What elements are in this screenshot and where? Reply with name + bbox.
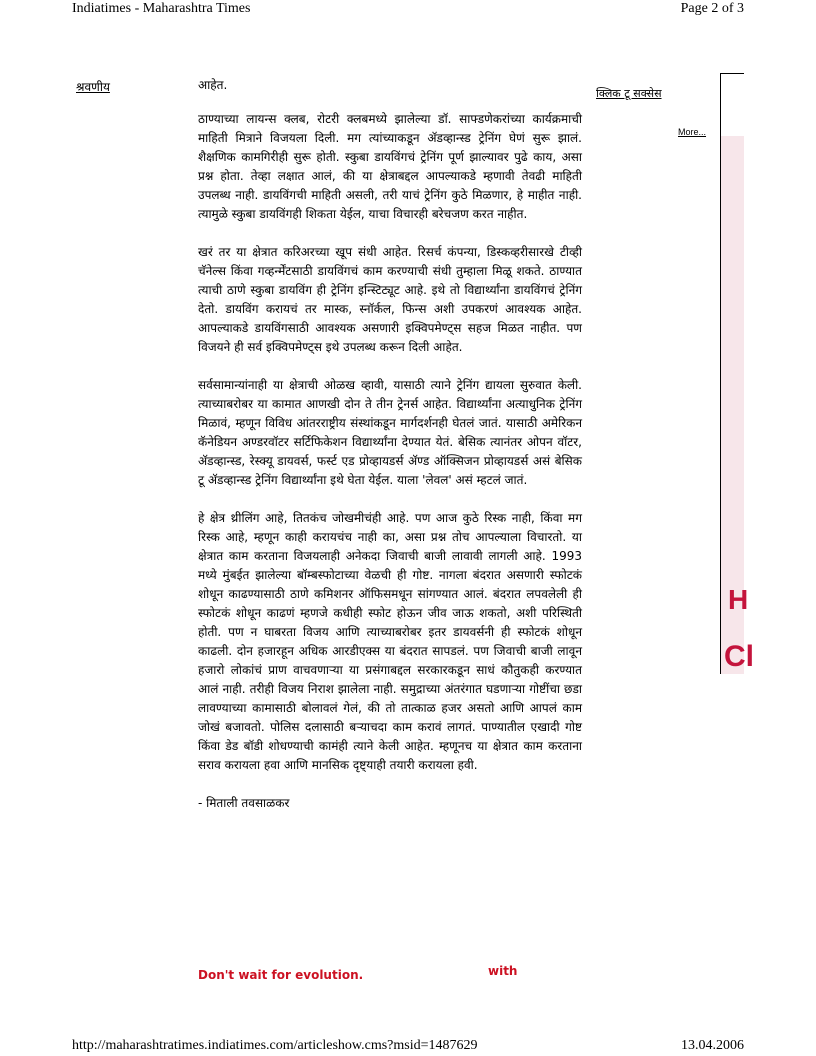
article-lead: आहेत. [198,78,228,92]
ad-with-text[interactable]: with [488,964,518,978]
article-author: - मिताली तवसाळकर [198,796,290,810]
side-ad-letter-c: Cl [724,640,754,673]
click-to-success-link[interactable]: क्लिक टू सक्सेस [596,87,662,100]
window-title: Indiatimes - Maharashtra Times [72,1,251,16]
more-link[interactable]: More... [678,127,707,137]
sidebar-link-shravaniya[interactable]: श्रवणीय [76,80,110,94]
article-paragraph-2: खरं तर या क्षेत्रात करिअरच्या खूप संधी आहेत. रिसर्च कंपन्या, डिस्कव्हरीसारखे टीव्ही चॅनेल्स किंवा गव्हर्न्मेंटसाठी डायविंगचं काम करण्याची संधी तुम्हाला मिळू शकते. ठाण्यात त्याची ठाणे स्कुबा डायविंग ही ट्रेनिंग इन्स्टिट्यूट आहे. इथे तो विद्यार्थ्यांना डायविंगचं ट्रेनिंग देतो. डायविंग करायचं तर मास्क, स्नॉर्कल, फिन्स अशी उपकरणं आवश्यक आहेत. आपल्याकडे डायविंगसाठी आवश्यक असणारी इक्विपमेण्ट्स सहज मिळत नाहीत. पण विजयने ही सर्व इक्विपमेण्ट्स इथे उपलब्ध करून दिली आहेत. [198,245,582,354]
ad-evolution-text[interactable]: Don't wait for evolution. [198,968,364,982]
article-paragraph-4: हे क्षेत्र थ्रीलिंग आहे, तितकंच जोखमीचंही आहे. पण आज कुठे रिस्क नाही, किंवा मग रिस्क आहे, म्हणून काही करायचंच नाही का, असा प्रश्न तोच आपल्याला विचारतो. या क्षेत्रात काम करताना विजयलाही अनेकदा जिवाची बाजी लावावी लागली आहे. 1993 मध्ये मुंबईत झालेल्या बॉम्बस्फोटाच्या वेळची ही गोष्ट. नागला बंदरात असणारी स्फोटकं शोधून काढण्यासाठी ठाणे कमिशनर ऑफिसमधून सांगण्यात आलं. बंदरात लपवलेली ही स्फोटकं शोधून काढणं म्हणजे कधीही स्फोट होऊन जीव जाऊ शकतो, अशी परिस्थिती होती. पण न घाबरता विजय आणि त्याच्याबरोबर इतर डायवर्सनी ही स्फोटकं शोधून काढली. दोन हजारहून अधिक आरडीएक्स या बंदरात सापडलं. पण जिवाची बाजी लावून हजारो लोकांचं प्राण वाचवणाऱ्या या प्रसंगाबद्दल सरकारकडून साधं कौतुकही करण्यात आलं नाही. तरीही विजय निराश झालेला नाही. समुद्राच्या अंतरंगात घडणाऱ्या गोष्टींचा छडा लावण्याच्या कामासाठी बोलावलं गेलं, की तो तात्काळ हजर असतो आणि आपलं काम जोखं बजावतो. पोलिस दलासाठी बऱ्याचदा काम करावं लागतं. पाण्यातील एखादी गोष्ट किंवा डेड बॉडी शोधण्याची कामंही त्याने केली आहेत. म्हणूनच या क्षेत्रात काम करताना सराव करायला हवा आणि मानसिक दृष्ट्याही तयारी करायला हवी. [198,511,582,772]
page-indicator: Page 2 of 3 [680,1,744,16]
article-body [198,76,582,832]
footer-date: 13.04.2006 [681,1038,744,1053]
article-paragraph-3: सर्वसामान्यांनाही या क्षेत्राची ओळख व्हावी, यासाठी त्याने ट्रेनिंग द्यायला सुरुवात केली. त्याच्याबरोबर या कामात आणखी दोन ते तीन ट्रेनर्स आहेत. विद्यार्थ्यांना अत्याधुनिक ट्रेनिंग मिळावं, म्हणून विविध आंतरराष्ट्रीय संस्थांकडून मार्गदर्शनही घेतलं जातं. यासाठी अमेरिकन कॅनेडियन अण्डरवॉटर सर्टिफिकेशन विद्यार्थ्यांना देण्यात येतं. बेसिक त्यानंतर ओपन वॉटर, ॲडव्हान्स्ड, रेस्क्यू डायवर्स, फर्स्ट एड प्रोव्हायडर्स ॲण्ड ऑक्सिजन प्रोव्हायडर्स असं बेसिक टू ॲडव्हान्स्ड ट्रेनिंग विद्यार्थ्यांना इथे घेता येईल. याला 'लेवल' असं म्हटलं जातं. [198,378,582,487]
article-paragraph-1: ठाण्याच्या लायन्स क्लब, रोटरी क्लबमध्ये झालेल्या डॉ. साफ्डणेकरांच्या कार्यक्रमाची माहिती मित्राने विजयला दिली. मग त्यांच्याकडून ॲडव्हान्स्ड ट्रेनिंग घेणं सुरू झालं. शैक्षणिक कामगिरीही सुरू होती. स्कुबा डायविंगचं ट्रेनिंग पूर्ण झाल्यावर पुढे काय, असा प्रश्न होता. तेव्हा लक्षात आलं, की या क्षेत्राबद्दल आपल्याकडे म्हणावी तेवढी माहिती उपलब्ध नाही. डायविंगची माहिती असली, तरी याचं ट्रेनिंग कुठे मिळणार, हे माहीत नाही. त्यामुळे स्कुबा डायविंगही शिकता येईल, याचा विचारही बरेचजण करत नाहीत. [198,112,582,221]
footer-url: http://maharashtratimes.indiatimes.com/articleshow.cms?msid=1487629 [72,1038,478,1053]
side-ad-letter-h: H [728,584,749,615]
